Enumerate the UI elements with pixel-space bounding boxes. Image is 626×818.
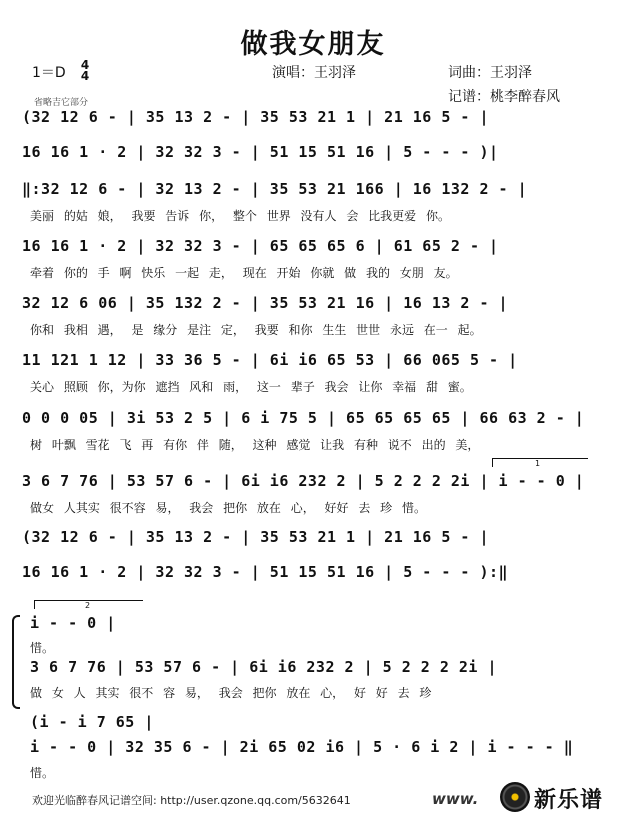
record-disc-icon [500,782,530,812]
system-brace [12,615,20,709]
singer-credit: 演唱：王羽泽 [272,65,356,81]
second-ending-bracket [34,600,143,609]
lyric-row-7: 惜。 [30,641,55,655]
site-logo [500,780,620,814]
notation-row-1: (32 12 6 - | 35 13 2 - | 35 53 21 1 | 21 16 5 - | [22,108,490,126]
lyric-row-8: 做 女 人 其实 很不 容 易， 我会 把你 放在 心， 好 好 去 珍 [30,686,432,700]
time-signature [78,60,92,82]
footer-www: www. [432,790,479,808]
notation-row-11: i - - 0 | [30,614,116,632]
notation-row-13: (i - i 7 65 | [30,713,154,731]
notation-row-3: ‖:32 12 6 - | 32 13 2 - | 35 53 21 166 | 16 132 2 - | [22,180,528,198]
time-sig-top: 4 [80,58,90,72]
notation-row-5: 32 12 6 06 | 35 132 2 - | 35 53 21 16 | 16 13 2 - | [22,294,509,312]
lyric-row-5: 树 叶飘 雪花 飞 再 有你 伴 随， 这种 感觉 让我 有种 说不 出的 美， [30,438,480,452]
first-ending-number: 1 [535,459,541,468]
guitar-omitted-note: 省略吉它部分 [34,98,89,108]
composer-credit: 词曲：王羽泽 [448,65,532,81]
key-signature: 1＝D [32,65,66,81]
logo-text: 新乐谱 [534,788,604,813]
notation-row-4: 16 16 1 · 2 | 32 32 3 - | 65 65 65 6 | 61 65 2 - | [22,237,499,255]
footer-welcome: 欢迎光临醉春风记谱空间: http://user.qzone.qq.com/5632641 [32,794,351,807]
notation-row-14: i - - 0 | 32 35 6 - | 2i 65 02 i6 | 5 · 6 i 2 | i - - - ‖ [30,738,574,756]
time-sig-bottom: 4 [80,69,90,83]
lyric-row-4: 关心 照顾 你，为你 遮挡 风和 雨， 这一 辈子 我会 让你 幸福 甜 蜜。 [30,380,472,394]
lyric-row-3: 你和 我相 遇， 是 缘分 是注 定， 我要 和你 生生 世世 永远 在一 起。 [30,323,482,337]
notation-row-10: 16 16 1 · 2 | 32 32 3 - | 51 15 51 16 | 5 - - - ):‖ [22,563,509,581]
notation-row-2: 16 16 1 · 2 | 32 32 3 - | 51 15 51 16 | 5 - - - )| [22,143,499,161]
second-ending-number: 2 [85,601,91,610]
notation-row-8: 3 6 7 76 | 53 57 6 - | 6i i6 232 2 | 5 2 2 2 2i | i - - 0 | [22,472,585,490]
lyric-row-6: 做女 人其实 很不容 易， 我会 把你 放在 心， 好好 去 珍 惜。 [30,501,426,515]
notation-row-12: 3 6 7 76 | 53 57 6 - | 6i i6 232 2 | 5 2 2 2 2i | [30,658,498,676]
transcriber-credit: 记谱：桃李醉春风 [448,89,560,105]
lyric-row-9: 惜。 [30,766,55,780]
notation-row-9: (32 12 6 - | 35 13 2 - | 35 53 21 1 | 21 16 5 - | [22,528,490,546]
lyric-row-2: 牵着 你的 手 啊 快乐 一起 走， 现在 开始 你就 做 我的 女朋 友。 [30,266,458,280]
notation-row-7: 0 0 0 05 | 3i 53 2 5 | 6 i 75 5 | 65 65 65 65 | 66 63 2 - | [22,409,585,427]
notation-row-6: 11 121 1 12 | 33 36 5 - | 6i i6 65 53 | 66 065 5 - | [22,351,518,369]
first-ending-bracket [492,458,588,467]
lyric-row-1: 美丽 的姑 娘， 我要 告诉 你， 整个 世界 没有人 会 比我更爱 你。 [30,209,450,223]
page-title: 做我女朋友 [240,29,386,60]
